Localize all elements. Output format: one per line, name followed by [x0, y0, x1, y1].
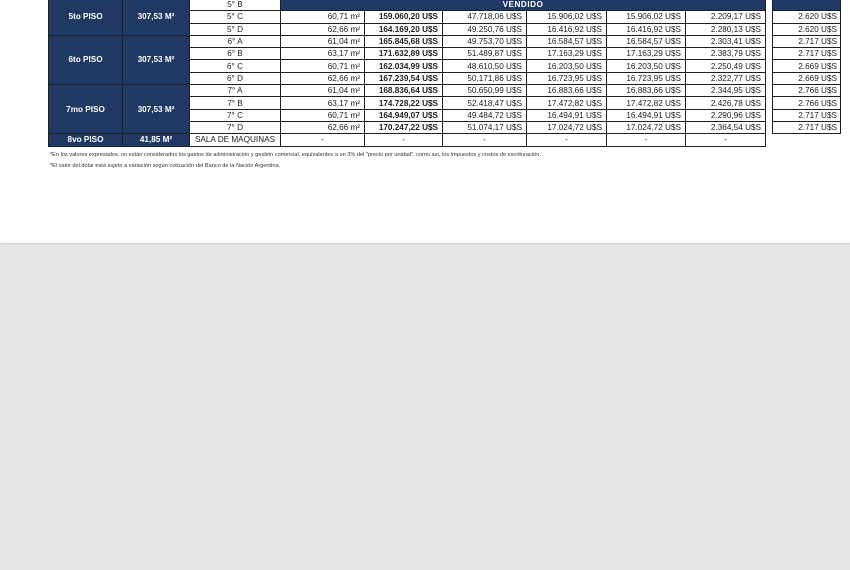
side-row	[773, 85, 841, 97]
value-cell-c4: 2.364,54 U$S	[686, 121, 766, 133]
value-cell-c4: -	[686, 134, 766, 146]
value-cell-area: 63,17 m²	[281, 97, 365, 109]
side-row	[773, 35, 841, 47]
value-cell-c1: 51.489,87 U$S	[443, 48, 527, 60]
side-row	[773, 48, 841, 60]
table-row	[49, 85, 766, 97]
unit-cell: 6° A	[190, 35, 281, 47]
footnote-gastos: *En los valores expresados, no están considerados los gastos de administración y gestión comercial, equivalentes a un 3% del "precio por unidad", como así, los impuestos y costos de escrituración.	[50, 152, 541, 158]
value-cell-c3: 17.024,72 U$S	[607, 121, 686, 133]
table-row	[49, 134, 766, 146]
value-cell-c4: 2.290,96 U$S	[686, 109, 766, 121]
value-cell-c2: 17.163,29 U$S	[527, 48, 607, 60]
value-cell-c2: 16.584,57 U$S	[527, 35, 607, 47]
value-cell-c1: 50.650,99 U$S	[443, 85, 527, 97]
footnotes	[50, 150, 830, 171]
unit-cell: SALA DE MAQUINAS	[190, 134, 281, 146]
value-cell-price: 159.060,20 U$S	[365, 11, 443, 23]
unit-cell: 5° D	[190, 23, 281, 35]
value-cell-c4: 2.250,49 U$S	[686, 60, 766, 72]
value-cell-c1: 49.753,70 U$S	[443, 35, 527, 47]
value-cell-c3: 16.203,50 U$S	[607, 60, 686, 72]
footnote-dolar: *El valor del dólar está sujeto a variación según cotización del Banco de la Nación Argentina.	[50, 162, 281, 169]
value-cell-area: 62,66 m²	[281, 121, 365, 133]
side-price-cell: 2.620 U$S	[773, 11, 841, 23]
table-row	[49, 0, 766, 11]
value-cell-area: 60,71 m²	[281, 109, 365, 121]
value-cell-area: 60,71 m²	[281, 60, 365, 72]
value-cell-c3: 17.163,29 U$S	[607, 48, 686, 60]
value-cell-price: 168.836,64 U$S	[365, 85, 443, 97]
value-cell-c2: 16.203,50 U$S	[527, 60, 607, 72]
floor-area: 307,53 M²	[123, 85, 190, 134]
value-cell-price: 164.949,07 U$S	[365, 109, 443, 121]
value-cell-c1: 52.418,47 U$S	[443, 97, 527, 109]
side-row	[773, 23, 841, 35]
value-cell-price: 170.247,22 U$S	[365, 121, 443, 133]
side-price-cell: 2.717 U$S	[773, 35, 841, 47]
side-price-table-body	[773, 0, 841, 134]
value-cell-c3: 16.723,95 U$S	[607, 72, 686, 84]
side-row	[773, 121, 841, 133]
value-cell-c2: 17.024,72 U$S	[527, 121, 607, 133]
value-cell-area: 61,04 m²	[281, 35, 365, 47]
value-cell-c1: -	[443, 134, 527, 146]
price-table-body	[49, 0, 766, 146]
value-cell-c1: 49.250,76 U$S	[443, 23, 527, 35]
floor-area: 307,53 M²	[123, 0, 190, 35]
unit-cell: 5° C	[190, 11, 281, 23]
side-price-cell: 2.669 U$S	[773, 72, 841, 84]
value-cell-price: 164.169,20 U$S	[365, 23, 443, 35]
value-cell-c2: 16.883,66 U$S	[527, 85, 607, 97]
unit-cell: 7° C	[190, 109, 281, 121]
side-price-cell: 2.717 U$S	[773, 48, 841, 60]
floor-name: 7mo PISO	[49, 85, 123, 134]
side-price-cell: 2.766 U$S	[773, 85, 841, 97]
side-price-cell: 2.669 U$S	[773, 60, 841, 72]
side-price-cell: 2.766 U$S	[773, 97, 841, 109]
value-cell-c3: 16.883,66 U$S	[607, 85, 686, 97]
floor-name: 5to PISO	[49, 0, 123, 35]
value-cell-c1: 49.484,72 U$S	[443, 109, 527, 121]
value-cell-c2: 16.416,92 U$S	[527, 23, 607, 35]
value-cell-c3: 17.472,82 U$S	[607, 97, 686, 109]
unit-cell: 7° A	[190, 85, 281, 97]
floor-area: 41,85 M²	[123, 134, 190, 146]
document-page	[0, 0, 850, 243]
price-table	[48, 0, 766, 147]
value-cell-area: 62,66 m²	[281, 72, 365, 84]
value-cell-c2: 15.906,02 U$S	[527, 11, 607, 23]
value-cell-c3: -	[607, 134, 686, 146]
value-cell-area: 63,17 m²	[281, 48, 365, 60]
value-cell-c3: 16.416,92 U$S	[607, 23, 686, 35]
value-cell-price: 167.239,54 U$S	[365, 72, 443, 84]
unit-cell: 6° C	[190, 60, 281, 72]
side-price-table	[772, 0, 841, 134]
unit-cell: 7° D	[190, 121, 281, 133]
value-cell-c1: 47.718,06 U$S	[443, 11, 527, 23]
value-cell-c3: 16.584,57 U$S	[607, 35, 686, 47]
side-row	[773, 60, 841, 72]
value-cell-price: 165.845,68 U$S	[365, 35, 443, 47]
value-cell-c4: 2.303,41 U$S	[686, 35, 766, 47]
value-cell-c3: 16.494,91 U$S	[607, 109, 686, 121]
value-cell-c4: 2.426,78 U$S	[686, 97, 766, 109]
value-cell-c1: 51.074,17 U$S	[443, 121, 527, 133]
unit-cell: 6° D	[190, 72, 281, 84]
value-cell-c4: 2.383,79 U$S	[686, 48, 766, 60]
side-price-cell: 2.717 U$S	[773, 121, 841, 133]
value-cell-area: 60,71 m²	[281, 11, 365, 23]
floor-name: 6to PISO	[49, 35, 123, 84]
side-row	[773, 109, 841, 121]
unit-cell: 5° B	[190, 0, 281, 11]
side-row	[773, 97, 841, 109]
side-price-cell: 2.620 U$S	[773, 23, 841, 35]
floor-area: 307,53 M²	[123, 35, 190, 84]
unit-cell: 7° B	[190, 97, 281, 109]
value-cell-c1: 50.171,86 U$S	[443, 72, 527, 84]
value-cell-c2: 17.472,82 U$S	[527, 97, 607, 109]
value-cell-c2: 16.723,95 U$S	[527, 72, 607, 84]
value-cell-price: -	[365, 134, 443, 146]
value-cell-area: 61,04 m²	[281, 85, 365, 97]
value-cell-c4: 2.280,13 U$S	[686, 23, 766, 35]
unit-cell: 6° B	[190, 48, 281, 60]
side-row	[773, 11, 841, 23]
vendido-label: VENDIDO	[281, 0, 766, 11]
value-cell-c1: 48.610,50 U$S	[443, 60, 527, 72]
value-cell-c4: 2.344,95 U$S	[686, 85, 766, 97]
value-cell-c2: 16.494,91 U$S	[527, 109, 607, 121]
value-cell-price: 162.034,99 U$S	[365, 60, 443, 72]
side-price-cell: 2.717 U$S	[773, 109, 841, 121]
value-cell-c3: 15.906,02 U$S	[607, 11, 686, 23]
value-cell-price: 171.632,89 U$S	[365, 48, 443, 60]
value-cell-price: 174.728,22 U$S	[365, 97, 443, 109]
side-header-cell	[773, 0, 841, 11]
value-cell-area: 62,66 m²	[281, 23, 365, 35]
side-row	[773, 72, 841, 84]
value-cell-area: -	[281, 134, 365, 146]
floor-name: 8vo PISO	[49, 134, 123, 146]
side-row	[773, 0, 841, 11]
table-row	[49, 35, 766, 47]
value-cell-c4: 2.209,17 U$S	[686, 11, 766, 23]
value-cell-c2: -	[527, 134, 607, 146]
value-cell-c4: 2.322,77 U$S	[686, 72, 766, 84]
